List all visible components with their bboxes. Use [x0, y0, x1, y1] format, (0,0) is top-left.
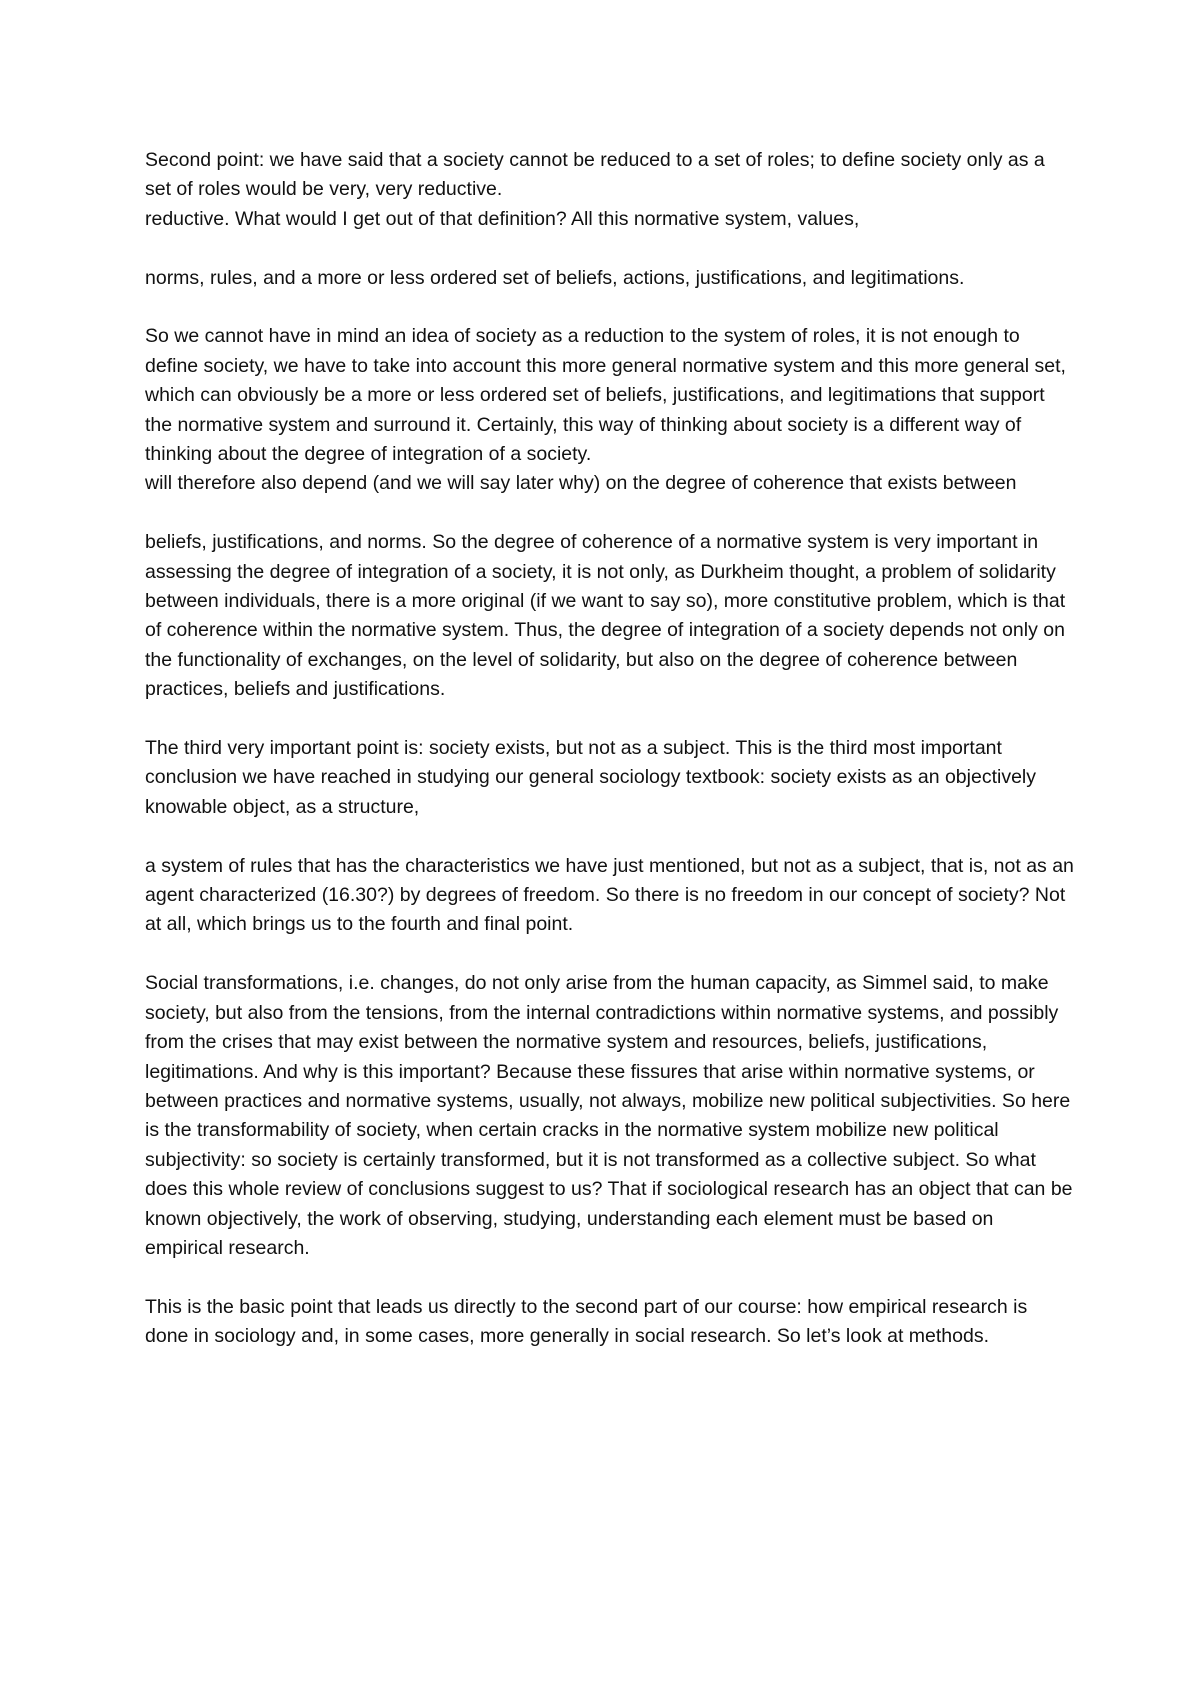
paragraph-2: reductive. What would I get out of that definition? All this normative system, values, — [145, 207, 860, 230]
document-body — [145, 146, 1075, 1352]
paragraph-3: norms, rules, and a more or less ordered set of beliefs, actions, justifications, and legitimations. — [145, 266, 965, 289]
paragraph-8: a system of rules that has the characteristics we have just mentioned, but not as a subject, that is, not as an agent characterized (16.30?) by degrees of freedom. So there is no freedom in our concept of society? Not at all, which brings us to the fourth and final point. — [145, 854, 1074, 936]
paragraph-7: The third very important point is: society exists, but not as a subject. This is the third most important conclusion we have reached in studying our general sociology textbook: society exists as an objectively knowable object, as a structure, — [145, 737, 1037, 818]
paragraph-10: This is the basic point that leads us directly to the second part of our course: how empirical research is done in sociology and, in some cases, more generally in social research. So let’s look at methods. — [145, 1295, 1028, 1348]
paragraph-9: Social transformations, i.e. changes, do not only arise from the human capacity, as Simmel said, to make society, but also from the tensions, from the internal contradictions within normative systems, and possibly from the crises that may exist between the normative system and resources, beliefs, justifications, legitimations. And why is this important? Because these fissures that arise within normative systems, or between practices and normative systems, usually, not always, mobilize new political subjectivities. So here is the transformability of society, when certain cracks in the normative system mobilize new political subjectivity: so society is certainly transformed, but it is not transformed as a collective subject. So what does this whole review of conclusions suggest to us? That if sociological research has an object that can be known objectively, the work of observing, studying, understanding each element must be based on empirical research. — [145, 972, 1073, 1259]
paragraph-6: beliefs, justifications, and norms. So the degree of coherence of a normative system is very important in assessing the degree of integration of a society, it is not only, as Durkheim thought, a problem of solidarity between individuals, there is a more original (if we want to say so), more constitutive problem, which is that of coherence within the normative system. Thus, the degree of integration of a society depends not only on the functionality of exchanges, on the level of solidarity, but also on the degree of coherence between practices, beliefs and justifications. — [145, 531, 1066, 701]
paragraph-4: So we cannot have in mind an idea of society as a reduction to the system of roles, it is not enough to define society, we have to take into account this more general normative system and this more general set, which can obviously be a more or less ordered set of beliefs, justifications, and legitimations that support the normative system and surround it. Certainly, this way of thinking about society is a different way of thinking about the degree of integration of a society. — [145, 325, 1066, 466]
paragraph-1: Second point: we have said that a society cannot be reduced to a set of roles; to define society only as a set of roles would be very, very reductive. — [145, 149, 1045, 201]
paragraph-5: will therefore also depend (and we will say later why) on the degree of coherence that exists between — [145, 472, 1017, 495]
